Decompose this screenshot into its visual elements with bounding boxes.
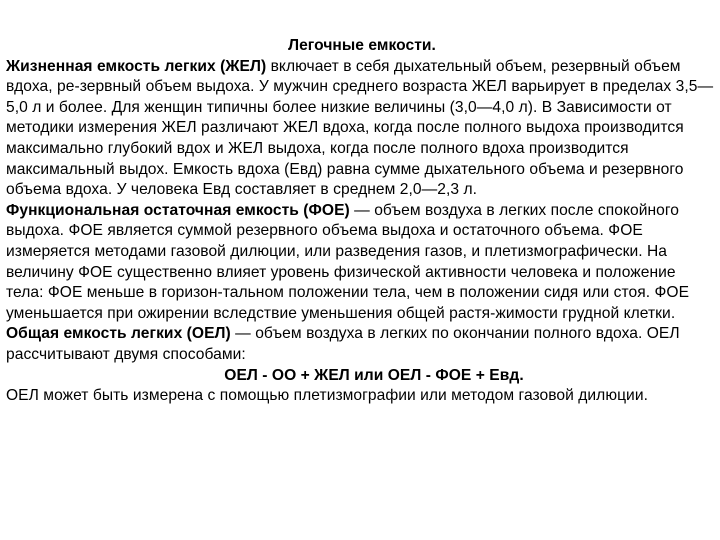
paragraph-vital-capacity <box>6 57 716 201</box>
document-title: Легочные емкости. <box>288 37 436 54</box>
document-page <box>6 36 716 407</box>
paragraph-vital-capacity-text: включает в себя дыхательный объем, резервный объем вдоха, ре-зервный объем выдоха. У мужчин среднего возраста ЖЕЛ варьирует в пределах 3,5—5,0 л и более. Для женщин типичны более низкие величины (3,0—4,0 л). В Зависимости от методики измерения ЖЕЛ различают ЖЕЛ вдоха, когда после полного выдоха производится максимально глубокий вдох и ЖЕЛ выдоха, когда после полного вдоха производится максимальный выдох. Емкость вдоха (Евд) равна сумме дыхательного объема и резервного объема вдоха. У человека Евд составляет в среднем 2,0—2,3 л. <box>6 57 714 199</box>
paragraph-total-lung-capacity <box>6 324 716 365</box>
paragraph-closing: ОЕЛ может быть измерена с помощью плетизмографии или методом газовой дилюции. <box>6 387 648 405</box>
formula: ОЕЛ - ОО + ЖЕЛ или ОЕЛ - ФОЕ + Евд. <box>224 366 524 384</box>
term-functional-residual-capacity: Функциональная остаточная емкость (ФОЕ) <box>6 201 350 219</box>
paragraph-functional-residual-capacity-text: — объем воздуха в легких после спокойного выдоха. ФОЕ является суммой резервного объема выдоха и остаточного объема. ФОЕ измеряется методами газовой дилюции, или разведения газов, и плетизмографически. На величину ФОЕ существенно влияет уровень физической активности человека и положение тела: ФОЕ меньше в горизон-тальном положении тела, чем в положении сидя или стоя. ФОЕ уменьшается при ожирении вследствие уменьшения общей растя-жимости грудной клетки. <box>6 201 690 322</box>
paragraph-functional-residual-capacity <box>6 201 716 325</box>
term-vital-capacity: Жизненная емкость легких (ЖЕЛ) <box>6 57 267 75</box>
paragraph-total-lung-capacity-text: — объем воздуха в легких по окончании полного вдоха. ОЕЛ рассчитывают двумя способами: <box>6 325 680 363</box>
term-total-lung-capacity: Общая емкость легких (ОЕЛ) <box>6 325 231 343</box>
